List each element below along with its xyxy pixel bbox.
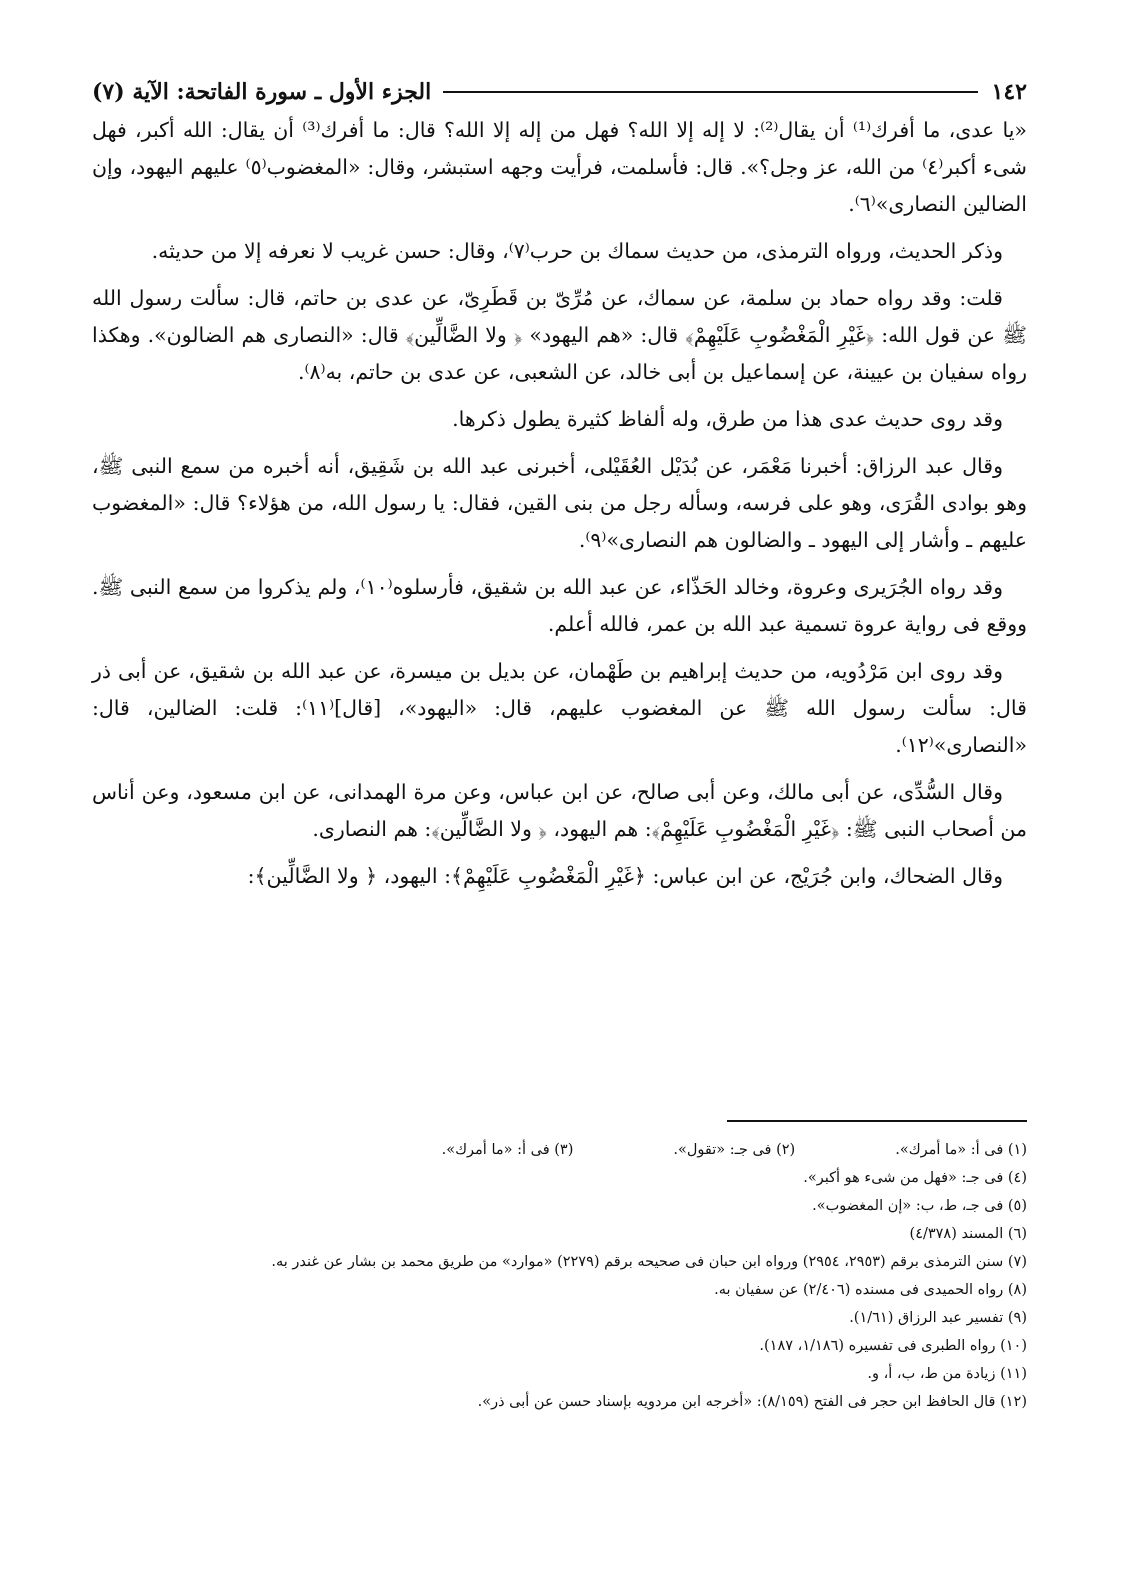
paragraph: وقال السُّدِّى، عن أبى مالك، وعن أبى صالح، عن ابن عباس، وعن مرة الهمدانى، عن ابن مسعود، وعن أناس من أصحاب النبى ﷺ: ﴿غَيْرِ الْمَغْضُوبِ عَلَيْهِمْ﴾: هم اليهود، ﴿ ولا الضَّالِّين﴾: هم النصارى. (92, 780, 1027, 841)
footnote: (٦) المسند (٤/٣٧٨) (909, 1226, 1027, 1242)
body-text (92, 112, 1027, 895)
paragraph: وقد رواه الجُرَيرى وعروة، وخالد الحَذّاء، عن عبد الله بن شقيق، فأرسلوه⁽١٠⁾، ولم يذكروا من سمع النبى ﷺ. ووقع فى رواية عروة تسمية عبد الله بن عمر، فالله أعلم. (92, 575, 1027, 636)
header-rule (443, 91, 977, 93)
paragraph: وذكر الحديث، ورواه الترمذى، من حديث سماك بن حرب⁽٧⁾، وقال: حسن غريب لا نعرفه إلا من حديثه. (151, 239, 1003, 263)
footnotes (92, 1136, 1027, 1416)
paragraph: وقال الضحاك، وابن جُرَيْج، عن ابن عباس: ﴿غَيْرِ الْمَغْضُوبِ عَلَيْهِمْ﴾: اليهود، ﴿ ولا الضَّالِّين﴾: (247, 864, 1003, 888)
footnote-separator (727, 1120, 1027, 1122)
footnote: (٤) فى جـ: «فهل من شىء هو أكبر». (803, 1170, 1027, 1186)
footnote: (١١) زيادة من ط، ب، أ، و. (867, 1366, 1027, 1382)
footnote: (٩) تفسير عبد الرزاق (١/٦١). (849, 1310, 1027, 1326)
paragraph: وقد روى حديث عدى هذا من طرق، وله ألفاظ كثيرة يطول ذكرها. (452, 407, 1003, 431)
footnote: (١) فى أ: «ما أمرك». (895, 1142, 1027, 1158)
footnote-row (92, 1136, 1027, 1164)
paragraph: وقد روى ابن مَرْدُويه، من حديث إبراهيم بن طَهْمان، عن بديل بن ميسرة، عن عبد الله بن شقيق، عن أبى ذر قال: سألت رسول الله ﷺ عن المغضوب عليهم، قال: «اليهود»، [قال]⁽١١⁾: قلت: الضالين، قال: «النصارى»⁽١٢⁾. (92, 659, 1027, 757)
paragraph: «يا عدى، ما أفرك⁽¹⁾ أن يقال⁽²⁾: لا إله إلا الله؟ فهل من إله إلا الله؟ قال: ما أفرك⁽³⁾ أن يقال: الله أكبر، فهل شىء أكبر⁽٤⁾ من الله، عز وجل؟». قال: فأسلمت، فرأيت وجهه استبشر، وقال: «المغضوب⁽٥⁾ عليهم اليهود، وإن الضالين النصارى»⁽٦⁾. (92, 118, 1027, 216)
paragraph: وقال عبد الرزاق: أخبرنا مَعْمَر، عن بُدَيْل العُقَيْلى، أخبرنى عبد الله بن شَقِيق، أنه أخبره من سمع النبى ﷺ، وهو بوادى القُرَى، وهو على فرسه، وسأله رجل من بنى القين، فقال: يا رسول الله، من هؤلاء؟ قال: «المغضوب عليهم ـ وأشار إلى اليهود ـ والضالون هم النصارى»⁽٩⁾. (92, 454, 1027, 552)
footnote: (٣) فى أ: «ما أمرك». (441, 1142, 574, 1158)
paragraph: قلت: وقد رواه حماد بن سلمة، عن سماك، عن مُرِّىّ بن قَطَرِىّ، عن عدى بن حاتم، قال: سألت رسول الله ﷺ عن قول الله: ﴿غَيْرِ الْمَغْضُوبِ عَلَيْهِمْ﴾ قال: «هم اليهود» ﴿ ولا الضَّالِّين﴾ قال: «النصارى هم الضالون». وهكذا رواه سفيان بن عيينة، عن إسماعيل بن أبى خالد، عن الشعبى، عن عدى بن حاتم، به⁽٨⁾. (92, 286, 1027, 384)
footnote: (١٢) قال الحافظ ابن حجر فى الفتح (٨/١٥٩): «أخرجه ابن مردويه بإسناد حسن عن أبى ذر». (477, 1394, 1027, 1410)
page-header (92, 72, 1027, 112)
page (92, 72, 1027, 1410)
footnote: (٥) فى جـ، ط، ب: «إن المغضوب». (812, 1198, 1027, 1214)
running-title: الجزء الأول ـ سورة الفاتحة: الآية (٧) (92, 79, 432, 105)
footnote: (٧) سنن الترمذى برقم (٢٩٥٣، ٢٩٥٤) ورواه ابن حبان فى صحيحه برقم (٢٢٧٩) «موارد» من طريق محمد بن بشار عن غندر به. (271, 1254, 1027, 1270)
footnote: (٢) فى جـ: «تقول». (673, 1142, 796, 1158)
footnote: (١٠) رواه الطبرى فى تفسيره (١/١٨٦، ١٨٧). (759, 1338, 1027, 1354)
footnote: (٨) رواه الحميدى فى مسنده (٢/٤٠٦) عن سفيان به. (714, 1282, 1027, 1298)
page-number: ١٤٢ (991, 79, 1027, 105)
